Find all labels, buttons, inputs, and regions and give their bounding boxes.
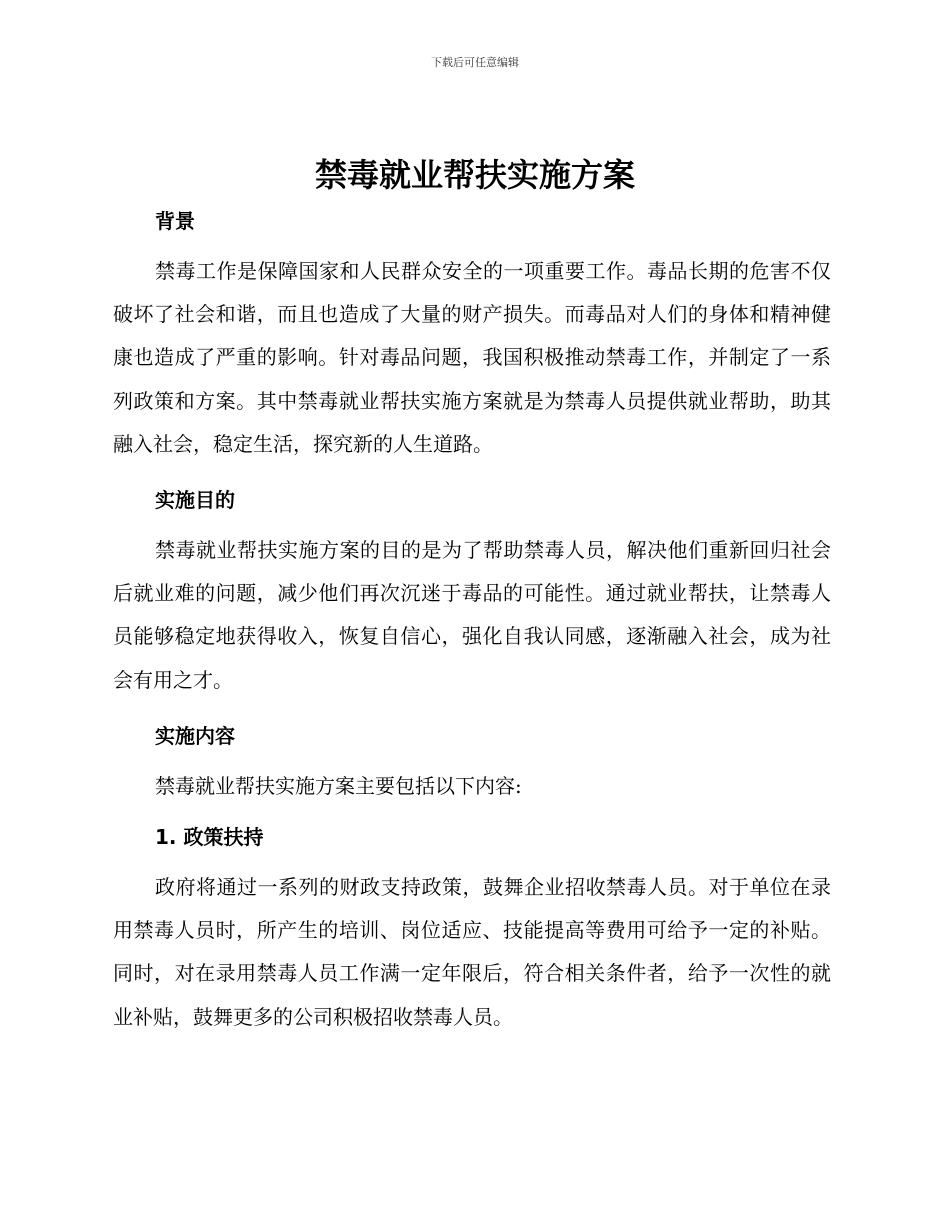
document-body: [113, 202, 831, 1039]
section-heading-background: 背景: [155, 209, 195, 233]
section-heading-policy: 1. 政策扶持: [155, 825, 264, 850]
paragraph-background: 禁毒工作是保障国家和人民群众安全的一项重要工作。毒品长期的危害不仅破坏了社会和谐，而且也造成了大量的财产损失。而毒品对人们的身体和精神健康也造成了严重的影响。针对毒品问题，我国积极推动禁毒工作，并制定了一系列政策和方案。其中禁毒就业帮扶实施方案就是为禁毒人员提供就业帮助，助其融入社会，稳定生活，探究新的人生道路。: [113, 259, 831, 456]
paragraph-policy: 政府将通过一系列的财政支持政策，鼓舞企业招收禁毒人员。对于单位在录用禁毒人员时，所产生的培训、岗位适应、技能提高等费用可给予一定的补贴。同时，对在录用禁毒人员工作满一定年限后，符合相关条件者，给予一次性的就业补贴，鼓舞更多的公司积极招收禁毒人员。: [113, 875, 831, 1029]
section-heading-purpose: 实施目的: [155, 488, 235, 513]
paragraph-content-intro: 禁毒就业帮扶实施方案主要包括以下内容:: [155, 773, 522, 798]
section-heading-content: 实施内容: [155, 723, 235, 748]
document-title: 禁毒就业帮扶实施方案: [314, 156, 635, 194]
paragraph-purpose: 禁毒就业帮扶实施方案的目的是为了帮助禁毒人员，解决他们重新回归社会后就业难的问题，减少他们再次沉迷于毒品的可能性。通过就业帮扶，让禁毒人员能够稳定地获得收入，恢复自信心，强化自我认同感，逐渐融入社会，成为社会有用之才。: [113, 538, 831, 692]
header-note: 下载后可任意编辑: [431, 56, 519, 69]
